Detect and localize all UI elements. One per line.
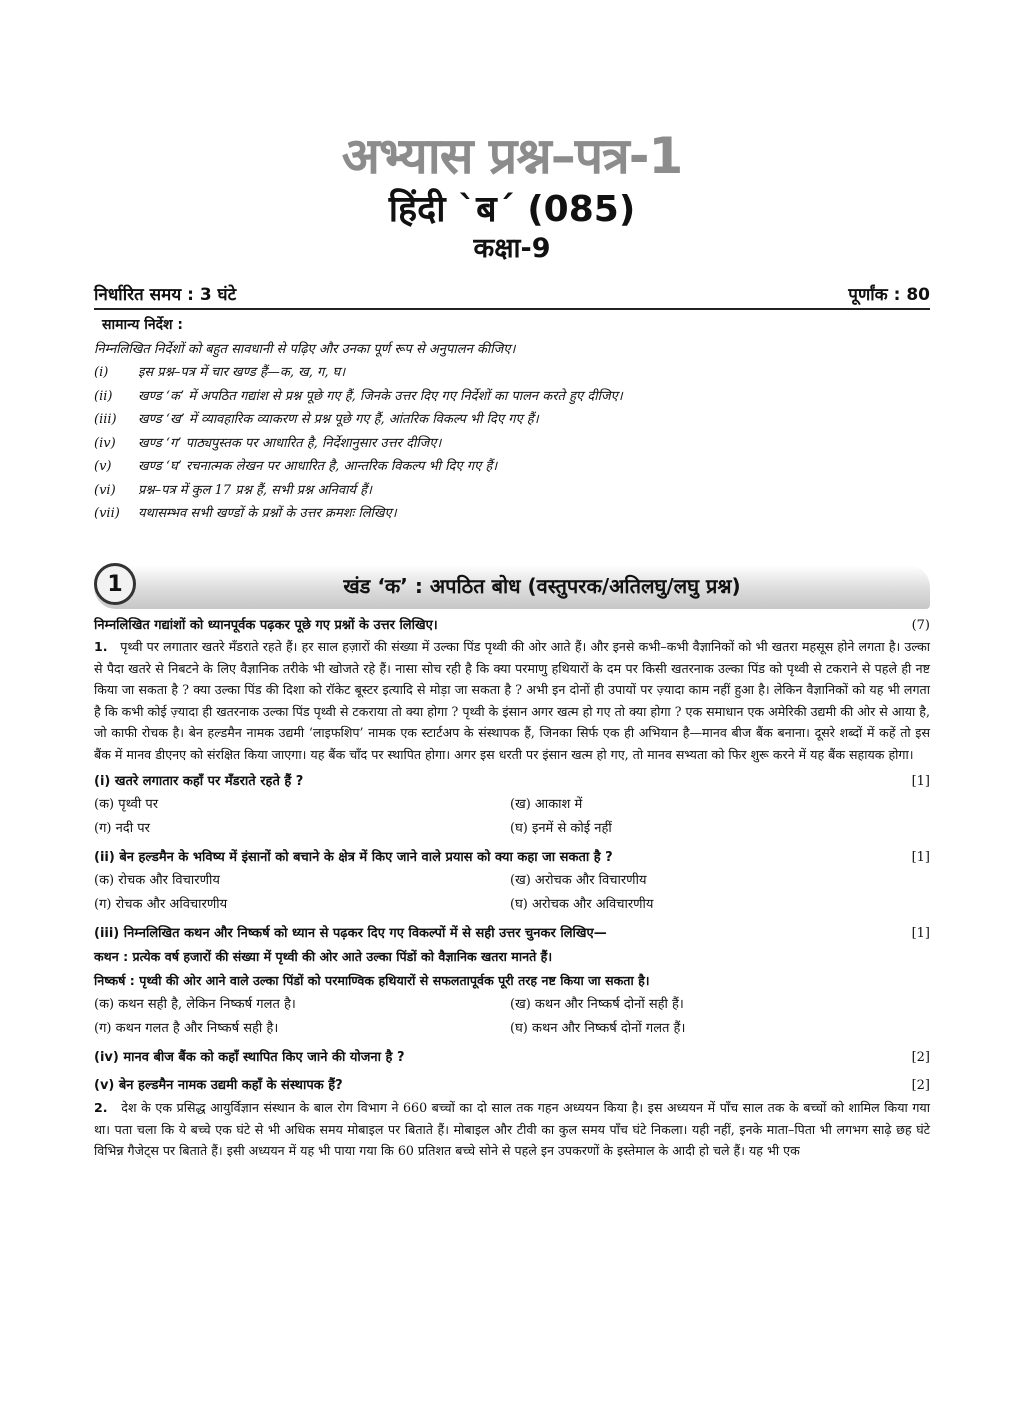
- question-1-options: [94, 793, 930, 841]
- class-label: कक्षा-9: [473, 233, 551, 264]
- time-allowed: निर्धारित समय : 3 घंटे: [94, 284, 237, 305]
- instruction-text: खण्ड ‘ख’ में व्यावहारिक व्याकरण से प्रश्न पूछे गए हैं, आंतरिक विकल्प भी दिए गए हैं।: [138, 412, 539, 427]
- instruction-item: [94, 385, 930, 409]
- option: (ग) नदी पर: [94, 821, 150, 836]
- passage-2-num: 2.: [94, 1100, 108, 1115]
- question-2: [94, 847, 930, 869]
- instructions-heading: सामान्य निर्देश :: [102, 317, 184, 333]
- general-instructions: [94, 314, 930, 526]
- option: (ग) रोचक और अविचारणीय: [94, 897, 228, 912]
- paper-title: अभ्यास प्रश्न–पत्र-1: [341, 127, 683, 185]
- option: (घ) अरोचक और अविचारणीय: [510, 897, 654, 912]
- question-3: [94, 923, 930, 945]
- instructions-intro: निम्नलिखित निर्देशों को बहुत सावधानी से पढ़िए और उनका पूर्ण रूप से अनुपालन कीजिए।: [94, 341, 516, 357]
- option: (ख) आकाश में: [510, 797, 583, 812]
- option: (घ) इनमें से कोई नहीं: [510, 821, 612, 836]
- instruction-text: खण्ड ‘क’ में अपठित गद्यांश से प्रश्न पूछे गए हैं, जिनके उत्तर दिए गए निर्देशों का पालन करते हुए दीजिए।: [138, 388, 623, 404]
- instruction-text: यथासम्भव सभी खण्डों के प्रश्नों के उत्तर क्रमशः लिखिए।: [138, 506, 397, 521]
- instruction-num: (i): [94, 365, 109, 380]
- instruction-num: (vi): [94, 482, 116, 498]
- subject-title: हिंदी `ब´ (085): [388, 189, 636, 230]
- passage-2-text: देश के एक प्रसिद्ध आयुर्विज्ञान संस्थान के बाल रोग विभाग ने 660 बच्चों का दो साल तक गहन अध्ययन किया है। इस अध्ययन में पाँच साल तक के बच्चों को शामिल किया गया था। पता चला कि ये बच्चे एक घंटे से भी अधिक समय मोबाइल पर बिताते हैं। मोबाइल और टीवी का कुल समय पाँच घंटे निकला। यही नहीं, इनके माता–पिता भी लगभग साढ़े छह घंटे विभिन्न गैजेट्स पर बिताते हैं। इसी अध्ययन में यह भी पाया गया कि 60 प्रतिशत बच्चे सोने से पहले इन उपकरणों के इस्तेमाल के आदी हो चले हैं। यह भी एक: [94, 1100, 930, 1158]
- question-5: [94, 1075, 930, 1097]
- instruction-num: (iii): [94, 412, 117, 427]
- instruction-text: खण्ड ‘ग’ पाठ्यपुस्तक पर आधारित है, निर्देशानुसार उत्तर दीजिए।: [138, 435, 442, 451]
- question-3-text: (iii) निम्नलिखित कथन और निष्कर्ष को ध्यान से पढ़कर दिए गए विकल्पों में से सही उत्तर चुनकर लिखिए—: [94, 926, 607, 941]
- instruction-num: (ii): [94, 388, 113, 404]
- passage-2: [94, 1097, 930, 1162]
- question-4: [94, 1047, 930, 1069]
- instruction-item: [94, 408, 930, 432]
- passage-1-text: पृथ्वी पर लगातार खतरे मँडराते रहते हैं। हर साल हज़ारों की संख्या में उल्का पिंड पृथ्वी की ओर आते हैं। और इनसे कभी–कभी वैज्ञानिकों को भी खतरा महसूस होने लगता है। उल्का से पैदा खतरे से निबटने के लिए वैज्ञानिक तरीके भी खोजते रहे हैं। नासा सोच रही है कि क्या परमाणु हथियारों के दम पर किसी खतरनाक उल्का पिंड को पृथ्वी से टकराने से पहले ही नष्ट किया जा सकता है ? क्या उल्का पिंड की दिशा को रॉकेट बूस्टर इत्यादि से मोड़ा जा सकता है ? अभी इन दोनों ही उपायों पर ज़्यादा काम नहीं हुआ है। लेकिन वैज्ञानिकों को यह भी लगता है कि कभी कोई ज़्यादा ही खतरनाक उल्का पिंड पृथ्वी से टकराया तो क्या होगा ? पृथ्वी के इंसान अगर खत्म हो गए तो क्या होगा ? एक समाधान एक अमेरिकी उद्यमी की ओर से आया है, जो काफी रोचक है। बेन हल्डमैन नामक उद्यमी ‘लाइफशिप’ नामक एक स्टार्टअप के संस्थापक हैं, जिनका सिर्फ एक ही अभियान है—मानव बीज बैंक बनाना। दूसरे शब्दों में कहें तो इस बैंक में मानव डीएनए को संरक्षित किया जाएगा। यह बैंक चाँद पर स्थापित होगा। अगर इस धरती पर इंसान खत्म हो गए, तो मानव सभ्यता को फिर शुरू करने में यह बैंक सहायक होगा।: [94, 639, 931, 762]
- question-1: [94, 771, 930, 793]
- option: (ख) कथन और निष्कर्ष दोनों सही हैं।: [510, 997, 684, 1012]
- instruction-num: (vii): [94, 506, 120, 521]
- meta-row: [94, 278, 930, 310]
- conclusion: निष्कर्ष : पृथ्वी की ओर आने वाले उल्का पिंडों को परमाण्विक हथियारों से सफलतापूर्वक पूरी तरह नष्ट किया जा सकता है।: [94, 973, 650, 988]
- question-2-marks: [1]: [911, 850, 930, 865]
- option: (क) कथन सही है, लेकिन निष्कर्ष गलत है।: [94, 997, 296, 1012]
- question-2-options: [94, 869, 930, 917]
- question-5-marks: [2]: [911, 1078, 930, 1093]
- instruction-num: (iv): [94, 435, 116, 451]
- lead-text: निम्नलिखित गद्यांशों को ध्यानपूर्वक पढ़कर पूछे गए प्रश्नों के उत्तर लिखिए।: [94, 618, 438, 633]
- question-2-text: (ii) बेन हल्डमैन के भविष्य में इंसानों को बचाने के क्षेत्र में किए जाने वाले प्रयास को क्या कहा जा सकता है ?: [94, 850, 613, 865]
- instruction-num: (v): [94, 459, 112, 474]
- statement: कथन : प्रत्येक वर्ष हजारों की संख्या में पृथ्वी की ओर आते उल्का पिंडों को वैज्ञानिक खतरा मानते हैं।: [94, 949, 553, 964]
- section-banner: [94, 565, 930, 609]
- question-3-options: [94, 993, 930, 1041]
- passage-1-num: 1.: [94, 639, 108, 654]
- max-marks: पूर्णांक : 80: [848, 284, 930, 305]
- question-4-text: (iv) मानव बीज बैंक को कहाँ स्थापित किए जाने की योजना है ?: [94, 1050, 405, 1065]
- instruction-text: इस प्रश्न–पत्र में चार खण्ड हैं—क, ख, ग, घ।: [138, 365, 346, 380]
- question-1-marks: [1]: [911, 774, 930, 789]
- section-number-badge: 1: [94, 563, 136, 605]
- instruction-item: [94, 361, 930, 385]
- option: (क) पृथ्वी पर: [94, 797, 159, 812]
- instruction-item: [94, 479, 930, 503]
- section-lead: [94, 616, 930, 636]
- instruction-text: प्रश्न–पत्र में कुल 17 प्रश्न हैं, सभी प्रश्न अनिवार्य हैं।: [138, 482, 372, 498]
- instruction-item: [94, 502, 930, 526]
- option: (क) रोचक और विचारणीय: [94, 873, 220, 888]
- section-title: खंड ‘क’ : अपठित बोध (वस्तुपरक/अतिलघु/लघु प्रश्न): [343, 574, 741, 598]
- instruction-item: [94, 432, 930, 456]
- option: (ग) कथन गलत है और निष्कर्ष सही है।: [94, 1021, 279, 1036]
- lead-marks: (7): [911, 618, 930, 633]
- question-3-marks: [1]: [911, 926, 930, 941]
- section-content: [94, 616, 930, 1162]
- passage-1: [94, 636, 930, 765]
- question-4-marks: [2]: [911, 1050, 930, 1065]
- instruction-item: [94, 455, 930, 479]
- instruction-text: खण्ड ‘घ’ रचनात्मक लेखन पर आधारित है, आन्तरिक विकल्प भी दिए गए हैं।: [138, 459, 498, 474]
- option: (घ) कथन और निष्कर्ष दोनों गलत हैं।: [510, 1021, 686, 1036]
- question-1-text: (i) खतरे लगातार कहाँ पर मँडराते रहते हैं ?: [94, 774, 304, 789]
- option: (ख) अरोचक और विचारणीय: [510, 873, 647, 888]
- question-5-text: (v) बेन हल्डमैन नामक उद्यमी कहाँ के संस्थापक हैं?: [94, 1078, 343, 1093]
